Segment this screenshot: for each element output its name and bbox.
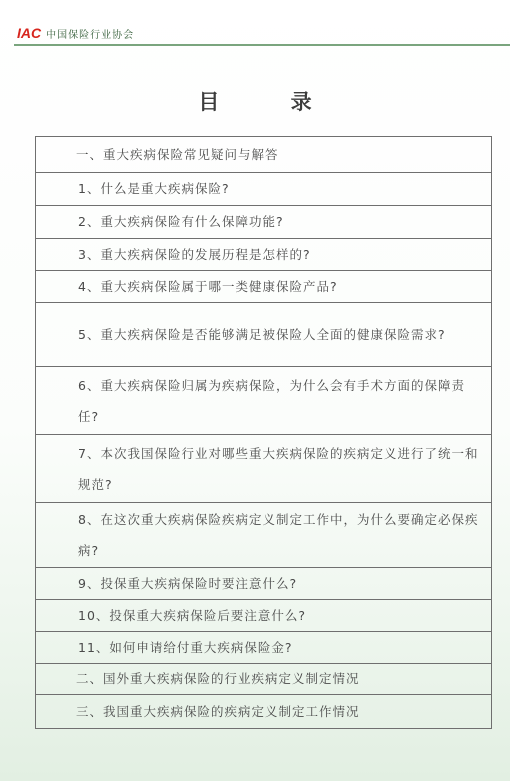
toc-row-item-2[interactable] bbox=[36, 206, 491, 239]
toc-row-item-10[interactable] bbox=[36, 600, 491, 632]
iac-logo: IAC bbox=[17, 25, 42, 41]
organization-name: 中国保险行业协会 bbox=[46, 29, 135, 41]
toc-row-item-8[interactable] bbox=[36, 503, 491, 568]
toc-row-text: 二、国外重大疾病保险的行业疾病定义制定情况 bbox=[76, 671, 360, 686]
toc-row-item-7[interactable] bbox=[36, 435, 491, 503]
toc-row-text: 5、重大疾病保险是否能够满足被保险人全面的健康保险需求? bbox=[78, 327, 446, 342]
toc-row-text: 11、如何申请给付重大疾病保险金? bbox=[78, 639, 293, 655]
toc-row-section-1[interactable] bbox=[36, 137, 491, 173]
toc-row-item-5[interactable] bbox=[36, 303, 491, 367]
toc-row-section-3[interactable] bbox=[36, 695, 491, 728]
toc-row-text: 一、重大疾病保险常见疑问与解答 bbox=[76, 146, 279, 162]
toc-row-text: 10、投保重大疾病保险后要注意什么? bbox=[78, 607, 307, 623]
toc-row-item-1[interactable] bbox=[36, 173, 491, 206]
toc-row-item-6[interactable] bbox=[36, 367, 491, 435]
toc-row-item-9[interactable] bbox=[36, 568, 491, 600]
toc-row-text: 4、重大疾病保险属于哪一类健康保险产品? bbox=[78, 278, 338, 294]
toc-row-text: 9、投保重大疾病保险时要注意什么? bbox=[78, 575, 298, 591]
toc-row-text: 1、什么是重大疾病保险? bbox=[78, 181, 230, 196]
page-title: 目 录 bbox=[198, 90, 344, 114]
toc-row-section-2[interactable] bbox=[36, 664, 491, 695]
toc-row-item-11[interactable] bbox=[36, 632, 491, 664]
toc-row-text: 2、重大疾病保险有什么保障功能? bbox=[78, 214, 284, 229]
toc-row-text: 6、重大疾病保险归属为疾病保险，为什么会有手术方面的保障责任? bbox=[78, 377, 465, 424]
toc-row-text: 7、本次我国保险行业对哪些重大疾病保险的疾病定义进行了统一和规范? bbox=[78, 445, 479, 492]
toc-row-item-3[interactable] bbox=[36, 239, 491, 271]
toc-row-text: 三、我国重大疾病保险的疾病定义制定工作情况 bbox=[76, 703, 360, 719]
header-rule bbox=[14, 44, 510, 46]
toc-row-text: 8、在这次重大疾病保险疾病定义制定工作中，为什么要确定必保疾病? bbox=[78, 512, 479, 558]
page-header bbox=[17, 24, 134, 42]
toc-row-text: 3、重大疾病保险的发展历程是怎样的? bbox=[78, 246, 311, 262]
table-of-contents bbox=[35, 136, 492, 729]
toc-row-item-4[interactable] bbox=[36, 271, 491, 303]
